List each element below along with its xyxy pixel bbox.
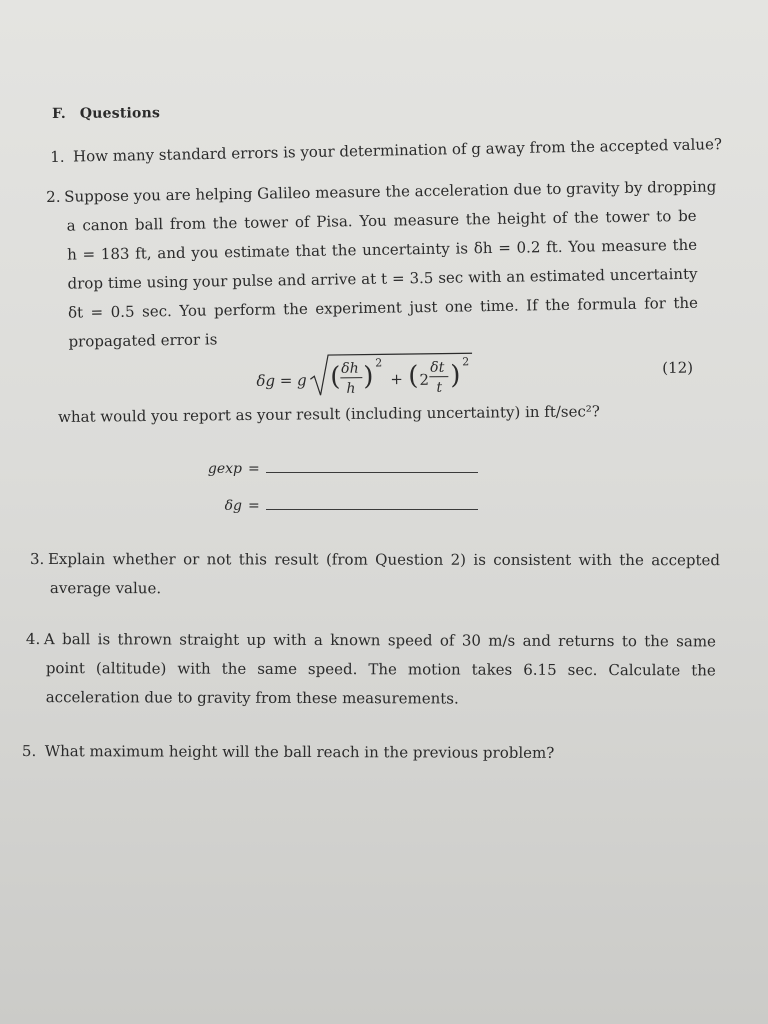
question-line: Explain whether or not this result (from Question 2) is consistent with the accepted (47, 550, 720, 570)
answer-line[interactable] (266, 497, 478, 510)
question-line: propagated error is (68, 330, 218, 351)
answer-line[interactable] (266, 460, 478, 473)
blank-label: gexp (207, 461, 242, 477)
propagated-error-formula (250, 344, 711, 406)
frac2-numerator: δt (430, 359, 445, 376)
question-text: How many standard errors is your determination of g away from the accepted value? (72, 135, 723, 166)
question-line: δt = 0.5 sec. You perform the experiment just one time. If the formula for the (67, 293, 699, 322)
question-number: 5. (21, 742, 37, 761)
frac1-denominator: h (346, 380, 356, 397)
question-line: drop time using your pulse and arrive at t = 3.5 sec with an estimated uncertainty (67, 264, 698, 293)
question-1 (50, 130, 722, 172)
exponent: 2 (375, 356, 383, 370)
formula-lhs: δg = g (256, 371, 307, 390)
exponent: 2 (462, 355, 470, 369)
question-text: What maximum height will the ball reach in the previous problem? (44, 742, 555, 762)
question-2-prompt: what would you report as your result (including uncertainty) in ft/sec²? (58, 402, 601, 426)
section-letter: F. (52, 105, 66, 122)
question-line: a canon ball from the tower of Pisa. You measure the height of the tower to be (66, 206, 697, 235)
question-number: 2. (46, 187, 61, 206)
section-title: Questions (79, 105, 161, 122)
question-line: A ball is thrown straight up with a known speed of 30 m/s and returns to the same (43, 630, 716, 651)
question-2 (46, 173, 717, 357)
question-line: acceleration due to gravity from these measurements. (45, 688, 459, 708)
equals-sign: = (248, 498, 260, 514)
frac2-denominator: t (436, 379, 443, 396)
blank-label: δg (224, 498, 242, 514)
left-paren: ( (408, 360, 419, 392)
question-line: average value. (49, 579, 162, 598)
frac1-numerator: δh (341, 360, 359, 377)
question-line: Suppose you are helping Galileo measure the acceleration due to gravity by dropping (64, 177, 717, 206)
coefficient: 2 (419, 370, 430, 389)
question-line: point (altitude) with the same speed. The motion takes 6.15 sec. Calculate the (45, 659, 716, 680)
answer-blank-gexp[interactable] (194, 460, 478, 477)
right-paren: ) (450, 360, 461, 391)
plus-sign: + (390, 370, 404, 389)
right-paren: ) (363, 361, 374, 392)
formula-svg (250, 345, 661, 406)
question-3 (30, 545, 720, 604)
answer-blank-dg[interactable] (194, 497, 478, 514)
question-4 (26, 625, 716, 714)
question-line: h = 183 ft, and you estimate that the uncertainty is δh = 0.2 ft. You measure the (66, 235, 698, 264)
equals-sign: = (248, 461, 260, 477)
question-number: 4. (25, 630, 41, 649)
question-number: 1. (50, 147, 65, 166)
left-paren: ( (330, 361, 341, 393)
question-number: 3. (29, 550, 45, 569)
equation-number: (12) (662, 358, 694, 377)
section-heading (52, 105, 160, 122)
question-5 (22, 737, 554, 768)
